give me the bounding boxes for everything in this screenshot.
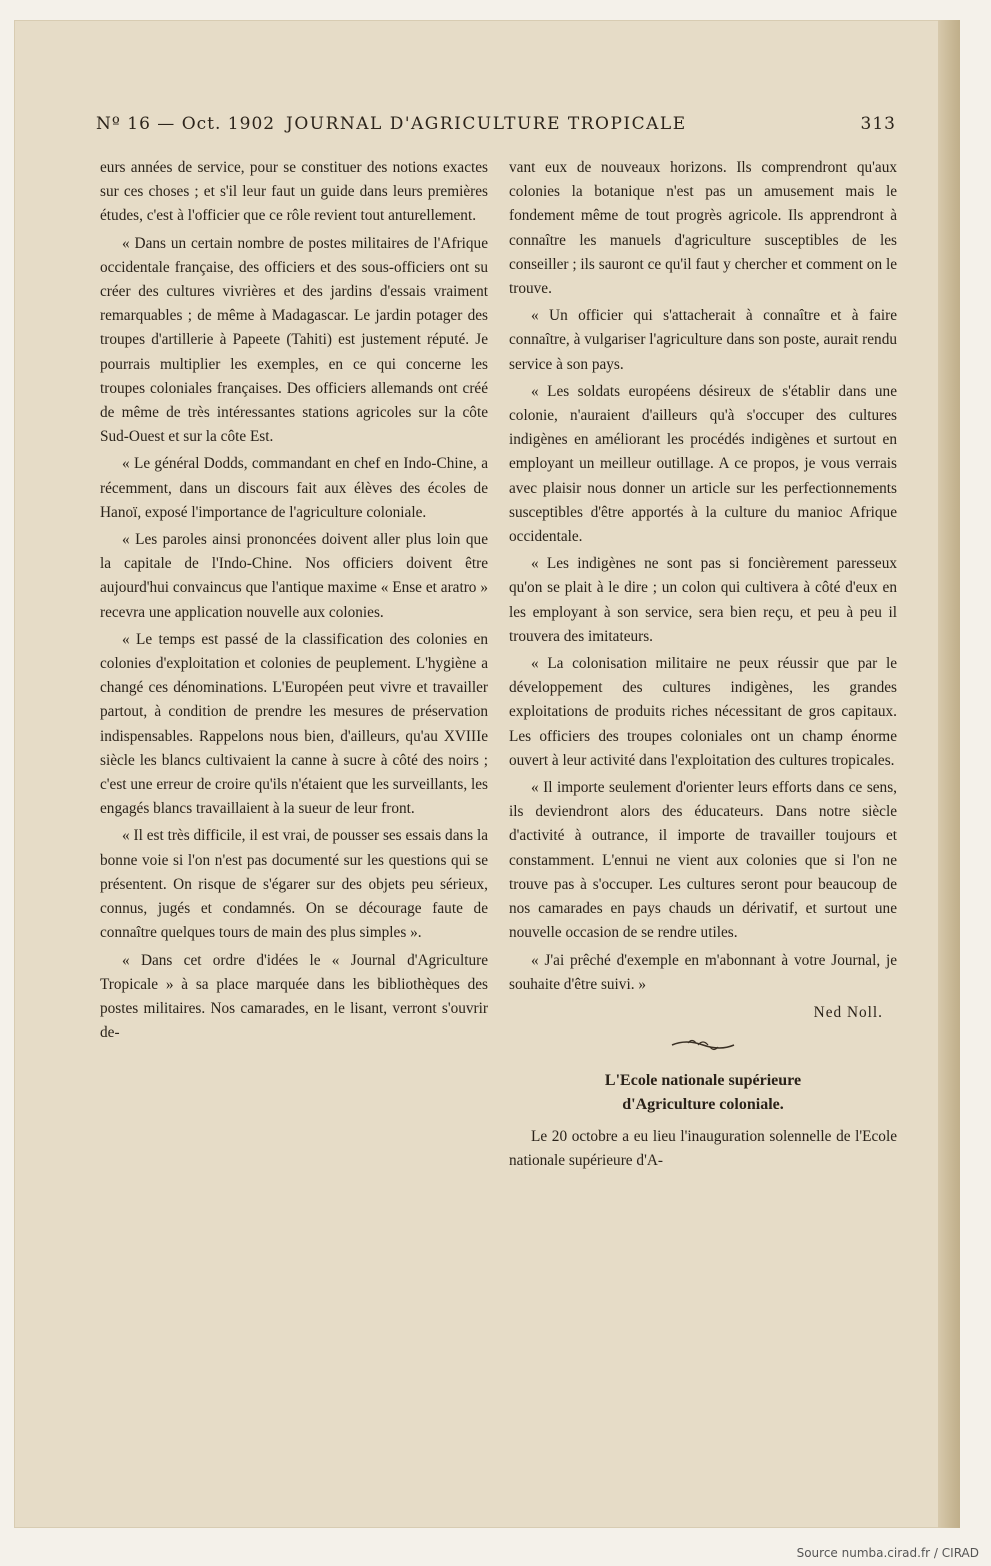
paragraph: Le 20 octobre a eu lieu l'inauguration solennelle de l'Ecole nationale supérieure d'A- — [509, 1128, 897, 1170]
paragraph: « Dans un certain nombre de postes militaires de l'Afrique occidentale française, des officiers et des sous-officiers ont su créer des cultures vivrières et des jardins d'essais vraiment remarquables ; de même à Madagascar. Le jardin potager des troupes d'artillerie à Papeete (Tahiti) est justement réputé. Je pourrais multiplier les exemples, en ce qui concerne les troupes coloniales françaises. Des officiers allemands ont créé de même de très intéressantes stations agricoles sur la côte Sud-Ouest et sur la côte Est. — [100, 234, 488, 446]
paragraph: eurs années de service, pour se constituer des notions exactes sur ces choses ; et s'il leur faut un guide dans leurs premières études, c'est à l'officier que ce rôle revient tout anturellement. — [100, 159, 488, 225]
paragraph: « Un officier qui s'attacherait à connaître et à faire connaître, à vulgariser l'agriculture dans son poste, aurait rendu service à son pays. — [509, 307, 897, 373]
ornament-icon — [509, 1035, 897, 1061]
paragraph: vant eux de nouveaux horizons. Ils comprendront qu'aux colonies la botanique n'est pas un amusement mais le fondement même de tout progrès agricole. Ils apprendront à connaître les manuels d'agriculture susceptibles de les conseiller ; ils sauront ce qu'il faut y chercher et comment on le trouve. — [509, 159, 897, 298]
section-title — [509, 1069, 897, 1117]
paragraph: « Il importe seulement d'orienter leurs efforts dans ce sens, ils deviendront alors des éducateurs. Dans notre siècle d'activité à outrance, il importe de travailler toujours et constamment. L'ennui ne vient aux colonies que si l'on ne trouve pas à s'occuper. Les cultures seront pour beaucoup de nos camarades en pays chauds un dérivatif, et surtout une nouvelle occasion de se rendre utiles. — [509, 779, 897, 942]
journal-title: JOURNAL D'AGRICULTURE TROPICALE — [286, 114, 687, 134]
section-title-line: L'Ecole nationale supérieure — [604, 1072, 802, 1090]
page-edge-shadow — [938, 20, 960, 1528]
source-credit: Source numba.cirad.fr / CIRAD — [796, 1546, 979, 1560]
paragraph: « J'ai prêché d'exemple en m'abonnant à votre Journal, je souhaite d'être suivi. » — [509, 951, 897, 993]
issue-date: Nº 16 — Oct. 1902 — [96, 114, 276, 134]
paragraph: « Dans cet ordre d'idées le « Journal d'Agriculture Tropicale » à sa place marquée dans les bibliothèques des postes militaires. Nos camarades, en le lisant, verront s'ouvrir de- — [100, 951, 488, 1042]
paragraph: « Les paroles ainsi prononcées doivent aller plus loin que la capitale de l'Indo-Chine. Nos officiers doivent être aujourd'hui convaincus que l'antique maxime « Ense et aratro » recevra une application nouvelle aux colonies. — [100, 531, 488, 621]
paragraph: « Le temps est passé de la classification des colonies en colonies d'exploitation et colonies de peuplement. L'hygiène a changé ces dénominations. L'Européen peut vivre et travailler partout, à condition de prendre les mesures de préservation indispensables. Rappelons nous bien, d'ailleurs, qu'au XVIIIe siècle les blancs cultivaient la canne à sucre à côté des noirs ; c'est une erreur de croire qu'ils n'étaient que les surveillants, les engagés blancs travaillaient à la sueur de leur front. — [100, 630, 488, 818]
paragraph: « Les soldats européens désireux de s'établir dans une colonie, n'auraient d'ailleurs qu'à s'occuper des cultures indigènes en améliorant les procédés indigènes et surtout en employant un meilleur outillage. A ce propos, je vous verrais avec plaisir nous donner un article sur les perfectionnements susceptibles d'être apportés à la culture du manioc Afrique occidentale. — [509, 382, 897, 546]
running-header — [96, 114, 896, 142]
paragraph: « Les indigènes ne sont pas si foncièrement paresseux qu'on se plait à le dire ; un colon qui cultivera à côté d'eux en les employant à son service, sera bien reçu, et peu à peu il trouvera des imitateurs. — [509, 555, 897, 645]
paragraph: « La colonisation militaire ne peux réussir que par le développement des cultures indigènes, les grandes exploitations de produits riches nécessitant de gros capitaux. Les officiers des troupes coloniales ont un champ énorme ouvert à leur activité dans l'exploitation des cultures tropicales. — [509, 655, 897, 769]
paragraph: « Le général Dodds, commandant en chef en Indo-Chine, a récemment, dans un discours fait aux élèves des écoles de Hanoï, exposé l'importance de l'agriculture coloniale. — [100, 455, 488, 521]
right-column — [509, 156, 897, 1177]
author-signature: Ned Noll. — [813, 1003, 883, 1021]
left-column — [100, 156, 488, 1048]
paragraph: « Il est très difficile, il est vrai, de pousser ses essais dans la bonne voie si l'on n'est pas documenté sur les questions qui se présentent. On risque de s'égarer sur des objets peu sérieux, connus, jugés et condamnés. On se décourage faute de connaître quelques tours de main des plus simples ». — [100, 827, 488, 942]
section-title-line: d'Agriculture coloniale. — [622, 1096, 784, 1114]
page-number: 313 — [860, 114, 896, 134]
